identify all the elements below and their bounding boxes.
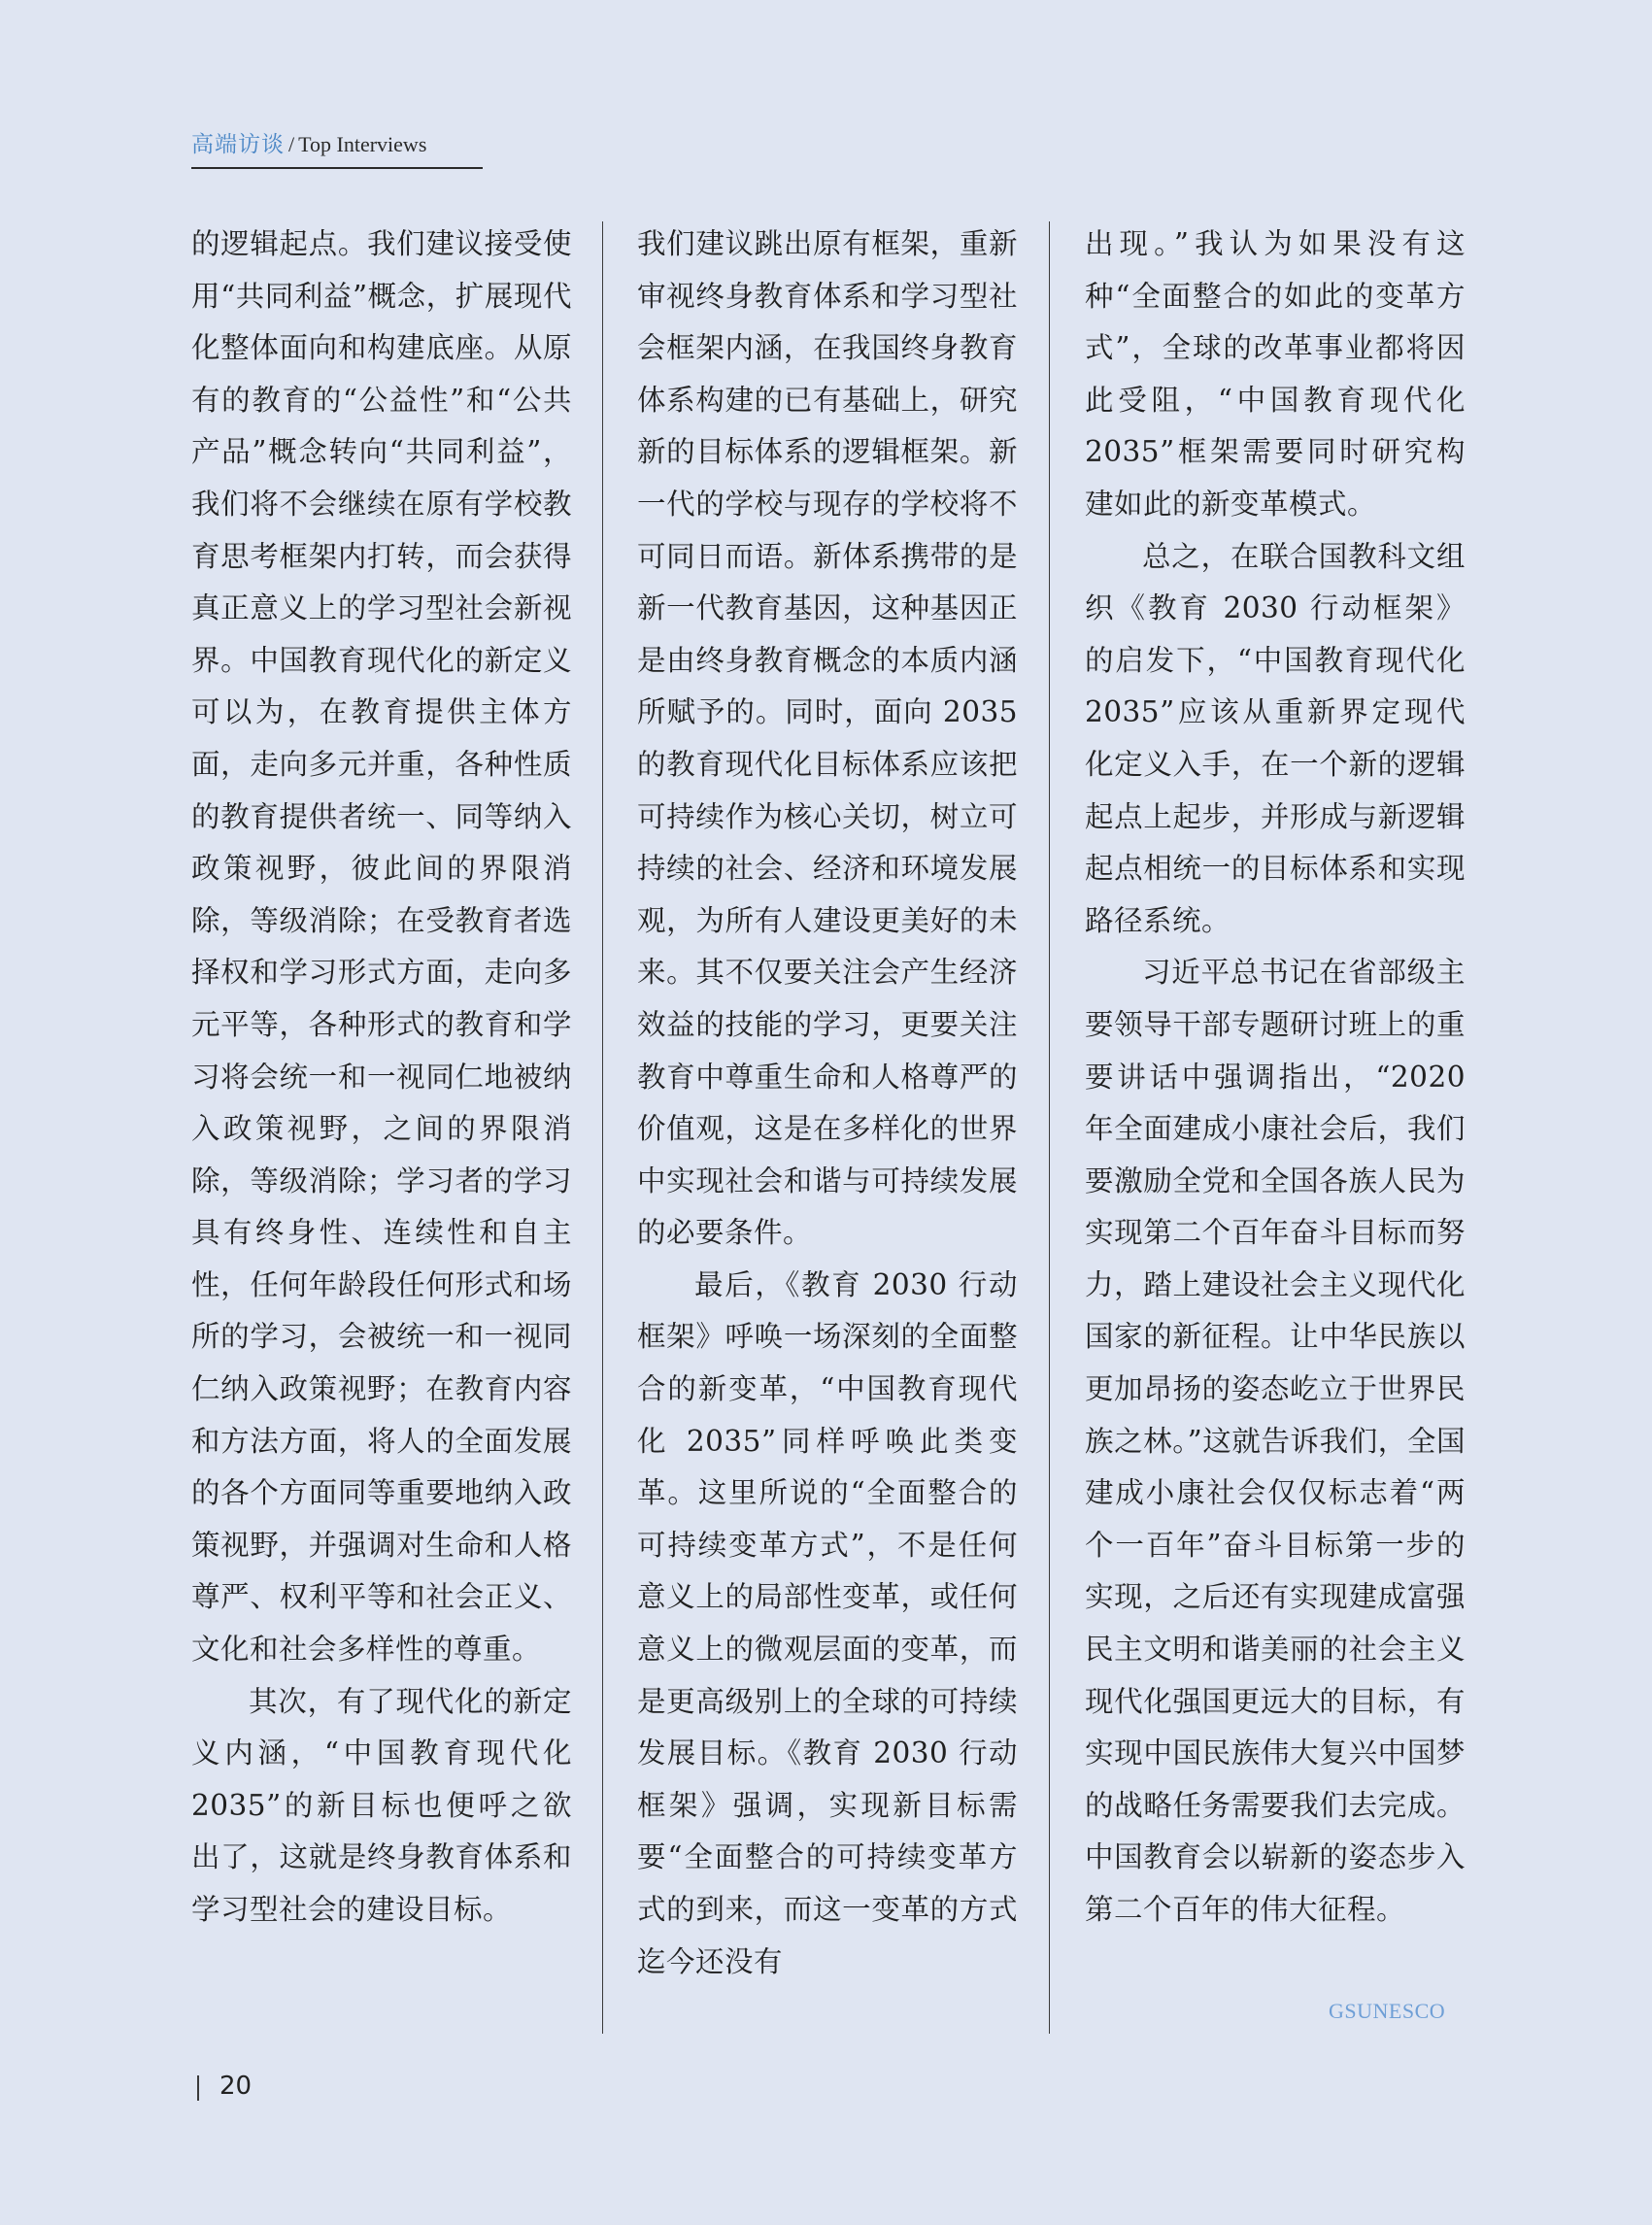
article-column-2 — [637, 219, 1018, 2035]
section-title-cn: 高端访谈 — [191, 132, 285, 157]
paragraph: 习近平总书记在省部级主要领导干部专题研讨班上的重要讲话中强调指出，“2020 年全面建成小康社会后，我们要激励全党和全国各族人民为实现第二个百年奋斗目标而努力，踏上建设社会主义现代化国家的新征程。让中华民族以更加昂扬的姿态屹立于世界民族之林。”这就告诉我们，全国建成小康社会仅仅标志着“两个一百年”奋斗目标第一步的实现，之后还有实现建成富强民主文明和谐美丽的社会主义现代化强国更远大的目标，有实现中国民族伟大复兴中国梦的战略任务需要我们去完成。中国教育会以崭新的姿态步入第二个百年的伟大征程。 — [1085, 956, 1466, 1926]
page-number: 20 — [219, 2072, 253, 2101]
paragraph: 出现。”我认为如果没有这种“全面整合的如此的变革方式”，全球的改革事业都将因此受阻，“中国教育现代化 2035”框架需要同时研究构建如此的新变革模式。 — [1085, 227, 1466, 521]
section-title-en: Top Interviews — [298, 132, 427, 156]
column-divider — [602, 221, 603, 2034]
section-separator: / — [288, 132, 295, 156]
paragraph: 我们建议跳出原有框架，重新审视终身教育体系和学习型社会框架内涵，在我国终身教育体系构建的已有基础上，研究新的目标体系的逻辑框架。新一代的学校与现存的学校将不可同日而语。新体系携带的是新一代教育基因，这种基因正是由终身教育概念的本质内涵所赋予的。同时，面向 2035 的教育现代化目标体系应该把可持续作为核心关切，树立可持续的社会、经济和环境发展观，为所有人建设更美好的未来。其不仅要关注会产生经济效益的技能的学习，更要关注教育中尊重生命和人格尊严的价值观，这是在多样化的世界中实现社会和谐与可持续发展的必要条件。 — [637, 227, 1018, 1250]
article-column-3 — [1085, 219, 1466, 2035]
paragraph: 最后，《教育 2030 行动框架》呼唤一场深刻的全面整合的新变革，“中国教育现代化 2035”同样呼唤此类变革。这里所说的“全面整合的可持续变革方式”，不是任何意义上的局部性变革，或任何意义上的微观层面的变革，而是更高级别上的全球的可持续发展目标。《教育 2030 行动框架》强调，实现新目标需要“全面整合的可持续变革方式的到来，而这一变革的方式迄今还没有 — [637, 1267, 1018, 1978]
publisher-mark: GSUNESCO — [1329, 1999, 1446, 2023]
paragraph: 的逻辑起点。我们建议接受使用“共同利益”概念，扩展现代化整体面向和构建底座。从原有的教育的“公益性”和“公共产品”概念转向“共同利益”，我们将不会继续在原有学校教育思考框架内打转，而会获得真正意义上的学习型社会新视界。中国教育现代化的新定义可以为，在教育提供主体方面，走向多元并重，各种性质的教育提供者统一、同等纳入政策视野，彼此间的界限消除，等级消除；在受教育者选择权和学习形式方面，走向多元平等，各种形式的教育和学习将会统一和一视同仁地被纳入政策视野，之间的界限消除，等级消除；学习者的学习具有终身性、连续性和自主性，任何年龄段任何形式和场所的学习，会被统一和一视同仁纳入政策视野；在教育内容和方法方面，将人的全面发展的各个方面同等重要地纳入政策视野，并强调对生命和人格尊严、权利平等和社会正义、文化和社会多样性的尊重。 — [191, 227, 572, 1667]
column-divider — [1049, 221, 1050, 2034]
paragraph: 总之，在联合国教科文组织《教育 2030 行动框架》的启发下，“中国教育现代化 2035”应该从重新界定现代化定义入手，在一个新的逻辑起点上起步，并形成与新逻辑起点相统一的目标体系和实现路径系统。 — [1085, 539, 1466, 937]
paragraph: 其次，有了现代化的新定义内涵，“中国教育现代化 2035”的新目标也便呼之欲出了，这就是终身教育体系和学习型社会的建设目标。 — [191, 1684, 572, 1926]
page-number-rule — [197, 2075, 199, 2101]
section-header — [191, 126, 483, 169]
article-column-1 — [191, 219, 572, 2035]
